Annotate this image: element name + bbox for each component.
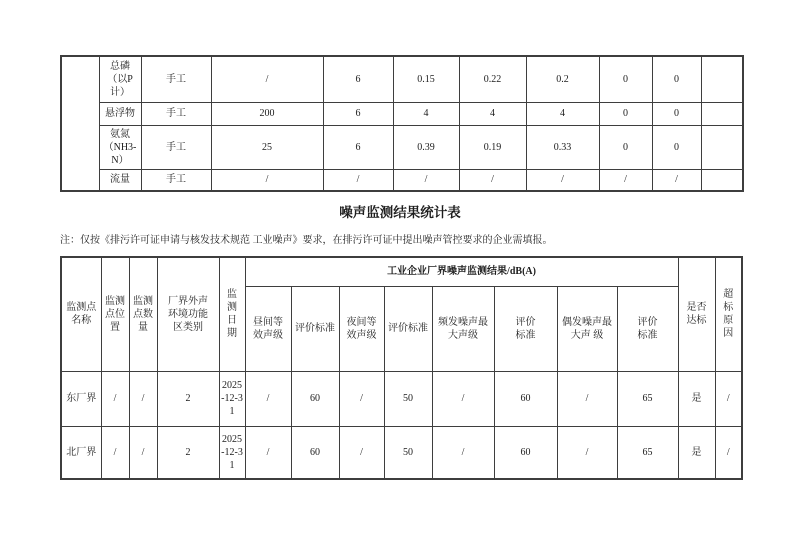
method-cell: 手工 — [141, 56, 211, 102]
point-location-cell: / — [101, 371, 129, 426]
pollutant-name-cell: 流量 — [99, 169, 141, 191]
value-cell: 4 — [459, 102, 526, 125]
noise-data-row — [61, 371, 742, 426]
exceed-reason-cell: / — [715, 426, 742, 479]
header-point-location — [101, 257, 129, 371]
date-cell: 2025-12-31 — [219, 426, 245, 479]
value-cell: 4 — [526, 102, 599, 125]
header-text: 是否达标 — [686, 302, 707, 327]
occasional-standard-cell: 65 — [617, 426, 678, 479]
header-day-standard — [291, 286, 339, 371]
value-cell: / — [211, 169, 323, 191]
value-cell: / — [459, 169, 526, 191]
value-cell: / — [652, 169, 701, 191]
area-category-cell: 2 — [157, 426, 219, 479]
noise-section-title: 噪声监测结果统计表 — [339, 205, 461, 220]
compliance-cell: 是 — [678, 371, 715, 426]
frequent-standard-cell: 60 — [494, 371, 557, 426]
header-night-standard — [384, 286, 432, 371]
value-cell: 25 — [211, 125, 323, 169]
value-cell: 4 — [393, 102, 459, 125]
value-cell: 6 — [323, 56, 393, 102]
pollutant-name-cell: 悬浮物 — [99, 102, 141, 125]
header-point-count — [129, 257, 157, 371]
frequent-max-cell: / — [432, 426, 494, 479]
method-cell: 手工 — [141, 125, 211, 169]
water-table-row — [61, 102, 743, 125]
value-cell: 0.19 — [459, 125, 526, 169]
header-day-level — [245, 286, 291, 371]
night-level-cell: / — [339, 426, 384, 479]
header-text: 评价标准 — [388, 323, 428, 335]
pollutant-name-cell: 氨氮（NH3-N） — [99, 125, 141, 169]
water-table-row — [61, 56, 743, 102]
value-cell: / — [393, 169, 459, 191]
value-cell: 0 — [599, 56, 652, 102]
night-standard-cell: 50 — [384, 426, 432, 479]
value-cell: 0 — [652, 125, 701, 169]
header-text: 夜间等效声级 — [346, 316, 377, 341]
value-cell: / — [211, 56, 323, 102]
header-text: 频发噪声最大声级 — [438, 316, 488, 341]
frequent-standard-cell: 60 — [494, 426, 557, 479]
water-table-row — [61, 125, 743, 169]
date-cell: 2025-12-31 — [219, 371, 245, 426]
point-count-cell: / — [129, 426, 157, 479]
occasional-max-cell: / — [557, 371, 617, 426]
value-cell: 0 — [652, 56, 701, 102]
exceed-reason-cell: / — [715, 371, 742, 426]
empty-cell — [701, 125, 743, 169]
point-location-cell: / — [101, 426, 129, 479]
header-text: 超标原因 — [723, 289, 734, 340]
header-text: 偶发噪声最大声 级 — [562, 316, 612, 341]
occasional-max-cell: / — [557, 426, 617, 479]
header-frequent-standard — [494, 286, 557, 371]
header-night-level — [339, 286, 384, 371]
header-text: 评价标准 — [515, 316, 536, 341]
header-result-group: 工业企业厂界噪声监测结果/dB(A) — [245, 257, 678, 286]
header-text: 厂界外声环境功能区类别 — [168, 295, 208, 333]
merged-left-cell — [61, 56, 99, 191]
header-monitoring-date — [219, 257, 245, 371]
day-level-cell: / — [245, 371, 291, 426]
empty-cell — [701, 56, 743, 102]
header-text: 监测点位置 — [105, 295, 125, 333]
value-cell: / — [323, 169, 393, 191]
frequent-max-cell: / — [432, 371, 494, 426]
value-cell: 0.39 — [393, 125, 459, 169]
value-cell: / — [599, 169, 652, 191]
area-category-cell: 2 — [157, 371, 219, 426]
header-area-category — [157, 257, 219, 371]
header-text: 监测点数量 — [133, 295, 153, 333]
value-cell: 0 — [599, 102, 652, 125]
value-cell: 0.33 — [526, 125, 599, 169]
header-text: 评价标准 — [295, 323, 335, 335]
day-standard-cell: 60 — [291, 426, 339, 479]
value-cell: 6 — [323, 102, 393, 125]
occasional-standard-cell: 65 — [617, 371, 678, 426]
value-cell: 0.22 — [459, 56, 526, 102]
day-level-cell: / — [245, 426, 291, 479]
point-name-cell: 东厂界 — [61, 371, 101, 426]
value-cell: 0.2 — [526, 56, 599, 102]
day-standard-cell: 60 — [291, 371, 339, 426]
pollutant-name-cell: 总磷（以P计） — [99, 56, 141, 102]
header-point-name — [61, 257, 101, 371]
water-table-row — [61, 169, 743, 191]
value-cell: 0 — [652, 102, 701, 125]
value-cell: 6 — [323, 125, 393, 169]
header-exceed-reason — [715, 257, 742, 371]
header-text: 昼间等效声级 — [253, 316, 283, 341]
point-count-cell: / — [129, 371, 157, 426]
header-occasional-max — [557, 286, 617, 371]
water-monitoring-table — [60, 55, 744, 192]
header-text: 评价标准 — [637, 316, 658, 341]
empty-cell — [701, 102, 743, 125]
header-text: 监测日期 — [227, 289, 237, 340]
noise-data-row — [61, 426, 742, 479]
method-cell: 手工 — [141, 169, 211, 191]
value-cell: 200 — [211, 102, 323, 125]
method-cell: 手工 — [141, 102, 211, 125]
night-standard-cell: 50 — [384, 371, 432, 426]
noise-header-row-top — [61, 257, 742, 286]
point-name-cell: 北厂界 — [61, 426, 101, 479]
noise-monitoring-table — [60, 256, 743, 480]
noise-section-note: 注：仅按《排污许可证申请与核发技术规范 工业噪声》要求，在排污许可证中提出噪声管控要求的企业需填报。 — [60, 235, 553, 246]
header-frequent-max — [432, 286, 494, 371]
value-cell: 0 — [599, 125, 652, 169]
header-text: 监测点名称 — [66, 302, 97, 327]
value-cell: / — [526, 169, 599, 191]
empty-cell — [701, 169, 743, 191]
value-cell: 0.15 — [393, 56, 459, 102]
compliance-cell: 是 — [678, 426, 715, 479]
night-level-cell: / — [339, 371, 384, 426]
header-occasional-standard — [617, 286, 678, 371]
header-compliance — [678, 257, 715, 371]
